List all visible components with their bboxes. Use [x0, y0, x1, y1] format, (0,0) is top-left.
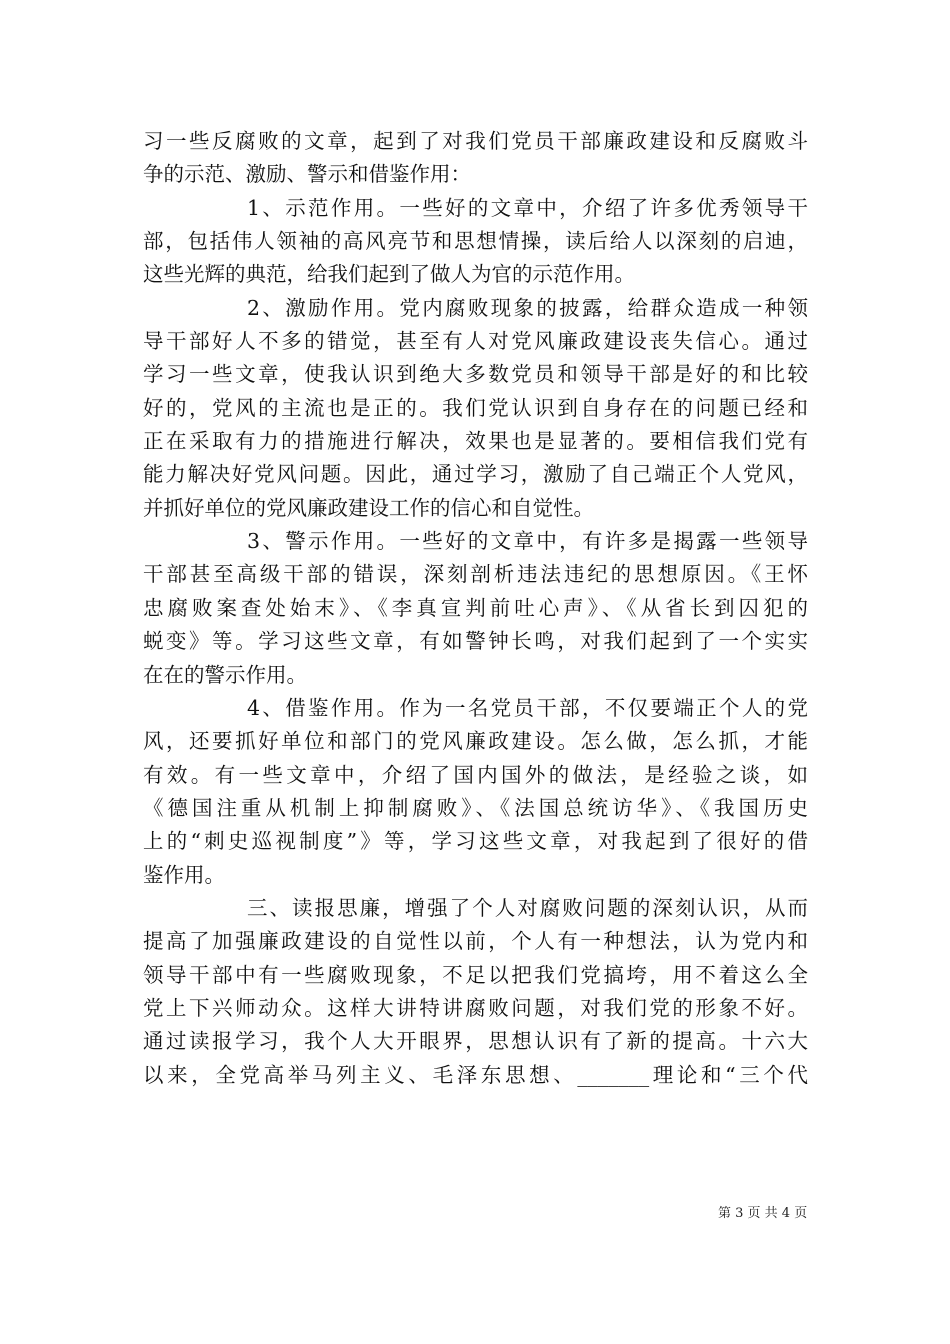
- text-line: 党上下兴师动众。这样大讲特讲腐败问题，对我们党的形象不好。: [143, 995, 808, 1020]
- paragraph-demonstration: [143, 192, 808, 292]
- text-line: 鉴作用。: [143, 862, 225, 887]
- page-number: 第 3 页 共 4 页: [718, 1206, 808, 1221]
- text-line: 蜕变》等。学习这些文章，有如警钟长鸣，对我们起到了一个实实: [143, 629, 808, 654]
- text-line: 1、示范作用。一些好的文章中，介绍了许多优秀领导干: [247, 195, 808, 220]
- text-line: 学习一些文章，使我认识到绝大多数党员和领导干部是好的和比较: [143, 362, 808, 387]
- text-line: 《德国注重从机制上抑制腐败》、《法国总统访华》、《我国历史: [143, 795, 808, 820]
- text-line: 3、警示作用。一些好的文章中，有许多是揭露一些领导: [247, 529, 808, 554]
- text-line: 上的“刺史巡视制度”》等，学习这些文章，对我起到了很好的借: [143, 829, 808, 854]
- text-line: 领导干部中有一些腐败现象，不足以把我们党搞垮，用不着这么全: [143, 962, 808, 987]
- page-body: [143, 125, 808, 1092]
- text-line: 通过读报学习，我个人大开眼界，思想认识有了新的提高。十六大: [143, 1029, 808, 1054]
- text-line: 4、借鉴作用。作为一名党员干部，不仅要端正个人的党: [247, 695, 808, 720]
- paragraph-reading-reflection: [143, 892, 808, 1092]
- text-line: 风，还要抓好单位和部门的党风廉政建设。怎么做，怎么抓，才能: [143, 729, 808, 754]
- text-line: 2、激励作用。党内腐败现象的披露，给群众造成一种领: [247, 295, 808, 320]
- text-line: 忠腐败案查处始末》、《李真宣判前吐心声》、《从省长到囚犯的: [143, 595, 808, 620]
- text-line: 部，包括伟人领袖的高风亮节和思想情操，读后给人以深刻的启迪，: [143, 229, 808, 254]
- paragraph-encouragement: [143, 292, 808, 525]
- text-line: 这些光辉的典范，给我们起到了做人为官的示范作用。: [143, 262, 635, 287]
- text-line: 并抓好单位的党风廉政建设工作的信心和自觉性。: [143, 495, 594, 520]
- text-line: 以来，全党高举马列主义、毛泽东思想、_______理论和“三个代: [143, 1062, 808, 1087]
- text-line: 干部甚至高级干部的错误，深刻剖析违法违纪的思想原因。《王怀: [143, 562, 808, 587]
- text-line: 好的，党风的主流也是正的。我们党认识到自身存在的问题已经和: [143, 395, 808, 420]
- text-line: 有效。有一些文章中，介绍了国内国外的做法，是经验之谈，如: [143, 762, 808, 787]
- text-line: 正在采取有力的措施进行解决，效果也是显著的。要相信我们党有: [143, 429, 808, 454]
- paragraph-intro: [143, 125, 808, 192]
- paragraph-warning: [143, 525, 808, 692]
- text-line: 三、读报思廉，增强了个人对腐败问题的深刻认识，从而: [247, 895, 808, 920]
- text-line: 习一些反腐败的文章，起到了对我们党员干部廉政建设和反腐败斗: [143, 129, 808, 153]
- text-line: 提高了加强廉政建设的自觉性以前，个人有一种想法，认为党内和: [143, 929, 808, 954]
- paragraph-reference: [143, 692, 808, 892]
- text-line: 在在的警示作用。: [143, 662, 307, 687]
- text-line: 能力解决好党风问题。因此，通过学习，激励了自己端正个人党风，: [143, 462, 808, 487]
- text-line: 导干部好人不多的错觉，甚至有人对党风廉政建设丧失信心。通过: [143, 329, 808, 354]
- text-line: 争的示范、激励、警示和借鉴作用：: [143, 162, 471, 187]
